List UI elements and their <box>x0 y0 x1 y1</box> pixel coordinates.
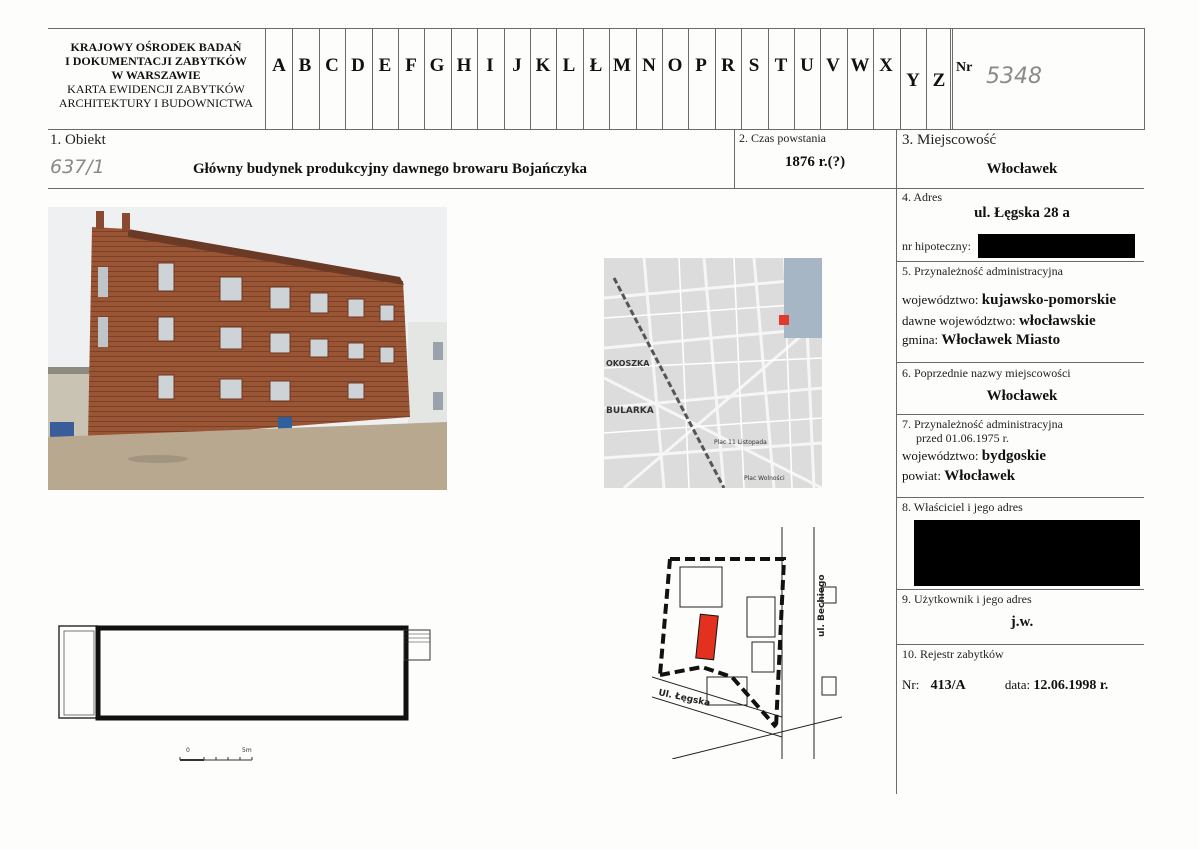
frame-inst-divider <box>265 28 266 130</box>
sep-8 <box>896 589 1144 590</box>
rejestr-nr-label: Nr: <box>902 677 920 692</box>
przed1975-label-2: przed 01.06.1975 r. <box>916 431 1009 445</box>
letter-18: R <box>721 55 735 76</box>
frame-header-bottom <box>48 129 1144 130</box>
letter-divider <box>768 28 769 130</box>
institution-line-2: I DOKUMENTACJI ZABYTKÓW <box>65 54 247 68</box>
czas-value: 1876 r.(?) <box>784 154 846 170</box>
street-legska: Ul. Łęgska <box>657 688 711 709</box>
poprzednie-value: Włocławek <box>986 388 1058 404</box>
col-right-panel <box>896 129 897 794</box>
sep-5 <box>896 362 1144 363</box>
rejestr-label: 10. Rejestr zabytków <box>902 647 1004 661</box>
street-bechiego: ul. Bechiego <box>817 574 827 637</box>
letter-divider <box>741 28 742 130</box>
rejestr-nr-value: 413/A <box>930 678 966 693</box>
letter-8: H <box>456 55 472 76</box>
letter-24: X <box>879 55 893 76</box>
letter-15: N <box>642 55 656 76</box>
obiekt-code-handwritten: 637/1 <box>50 156 105 178</box>
letter-divider <box>583 28 584 130</box>
adres-value: ul. Łęgska 28 a <box>974 205 1070 221</box>
letter-divider <box>530 28 531 130</box>
przynaleznosc-label: 5. Przynależność administracyjna <box>902 264 1063 278</box>
sep-9 <box>896 644 1144 645</box>
letter-12: L <box>562 55 576 76</box>
institution-line-1: KRAJOWY OŚRODEK BADAŃ <box>70 40 242 54</box>
letter-divider <box>424 28 425 130</box>
row1-bottom <box>48 188 1144 189</box>
letter-divider <box>952 28 953 130</box>
rejestr-data-value: 12.06.1998 r. <box>1033 678 1109 693</box>
przed-woj-line <box>902 448 1046 465</box>
nr-label: Nr <box>956 60 973 75</box>
letter-19: S <box>748 55 760 76</box>
institution-line-3: W WARSZAWIE <box>111 68 201 82</box>
dawne-label: dawne województwo: <box>902 313 1016 328</box>
letter-22: V <box>826 55 840 76</box>
letter-divider <box>636 28 637 130</box>
map-label-plac-11: Plac 11 Listopada <box>714 439 767 446</box>
letter-2: B <box>298 55 312 76</box>
letter-divider <box>609 28 610 130</box>
wlasciciel-redacted <box>914 520 1140 586</box>
sep-7 <box>896 497 1144 498</box>
hipoteczny-label: nr hipoteczny: <box>902 239 971 253</box>
przed-woj-value: bydgoskie <box>981 448 1046 464</box>
sep-4 <box>896 261 1144 262</box>
col-czas-left <box>734 129 735 189</box>
letter-divider <box>556 28 557 130</box>
gmina-label: gmina: <box>902 332 939 347</box>
przed-woj-label: województwo: <box>902 448 979 463</box>
czas-label: 2. Czas powstania <box>739 131 826 145</box>
letter-divider <box>451 28 452 130</box>
letter-9: I <box>486 55 494 76</box>
building-photo <box>48 207 447 490</box>
letter-23: W <box>850 55 870 76</box>
letter-6: F <box>405 55 417 76</box>
letter-13: Ł <box>589 55 603 76</box>
letter-divider <box>504 28 505 130</box>
letter-7: G <box>429 55 445 76</box>
wlasciciel-label: 8. Właściciel i jego adres <box>902 500 1023 514</box>
rejestr-line <box>902 677 1108 694</box>
letter-25: Y <box>906 70 920 91</box>
nr-value-handwritten: 5348 <box>986 64 1042 89</box>
city-map <box>604 258 822 488</box>
letter-3: C <box>325 55 339 76</box>
letter-divider <box>345 28 346 130</box>
miejscowosc-value: Włocławek <box>986 161 1058 177</box>
letter-26: Z <box>932 70 946 91</box>
dawne-value: włocławskie <box>1018 313 1096 329</box>
letter-14: M <box>613 55 631 76</box>
letter-5: E <box>378 55 392 76</box>
uzytkownik-value: j.w. <box>1010 614 1034 630</box>
przed1975-label-1: 7. Przynależność administracyjna <box>902 417 1063 431</box>
letter-divider <box>398 28 399 130</box>
institution-block <box>48 40 264 110</box>
powiat-line <box>902 468 1015 485</box>
scale-end: 5m <box>242 747 252 754</box>
miejscowosc-label: 3. Miejscowość <box>902 132 997 148</box>
letter-21: U <box>800 55 814 76</box>
frame-right <box>1144 28 1145 130</box>
letter-divider <box>794 28 795 130</box>
letter-divider <box>820 28 821 130</box>
obiekt-label: 1. Obiekt <box>50 132 106 148</box>
letter-divider <box>319 28 320 130</box>
letter-divider <box>477 28 478 130</box>
letter-divider <box>372 28 373 130</box>
letter-divider <box>688 28 689 130</box>
letter-11: K <box>535 55 551 76</box>
letter-10: J <box>512 55 522 76</box>
letter-16: O <box>667 55 683 76</box>
letter-17: P <box>695 55 707 76</box>
uzytkownik-label: 9. Użytkownik i jego adres <box>902 592 1032 606</box>
map-label-okoszka: OKOSZKA <box>606 359 650 368</box>
dawne-line <box>902 313 1096 330</box>
woj-line <box>902 292 1116 309</box>
letter-20: T <box>774 55 788 76</box>
letter-divider <box>715 28 716 130</box>
floor-plan <box>58 622 432 724</box>
obiekt-name: Główny budynek produkcyjny dawnego browaru Bojańczyka <box>192 161 588 177</box>
letter-1: A <box>272 55 286 76</box>
map-label-plac-wolnosci: Plac Wolności <box>744 475 785 482</box>
rejestr-data-label: data: <box>1004 677 1031 692</box>
map-label-bularka: BULARKA <box>606 406 654 416</box>
poprzednie-label: 6. Poprzednie nazwy miejscowości <box>902 366 1071 380</box>
hipoteczny-redacted <box>978 234 1135 258</box>
cadastral-plan <box>652 527 842 759</box>
gmina-line <box>902 332 1060 349</box>
powiat-value: Włocławek <box>944 468 1016 484</box>
card-title-1: KARTA EWIDENCJI ZABYTKÓW <box>67 82 245 96</box>
sep-6 <box>896 414 1144 415</box>
letter-divider <box>873 28 874 130</box>
letter-divider <box>662 28 663 130</box>
adres-label: 4. Adres <box>902 190 942 204</box>
powiat-label: powiat: <box>902 468 941 483</box>
card-title-2: ARCHITEKTURY I BUDOWNICTWA <box>58 96 254 110</box>
letter-divider <box>847 28 848 130</box>
woj-value: kujawsko-pomorskie <box>981 292 1116 308</box>
letter-4: D <box>351 55 365 76</box>
woj-label: województwo: <box>902 292 979 307</box>
gmina-value: Włocławek Miasto <box>941 332 1061 348</box>
frame-top <box>48 28 1144 29</box>
scale-zero: 0 <box>186 747 190 754</box>
scale-bar <box>178 744 258 766</box>
letter-divider <box>292 28 293 130</box>
